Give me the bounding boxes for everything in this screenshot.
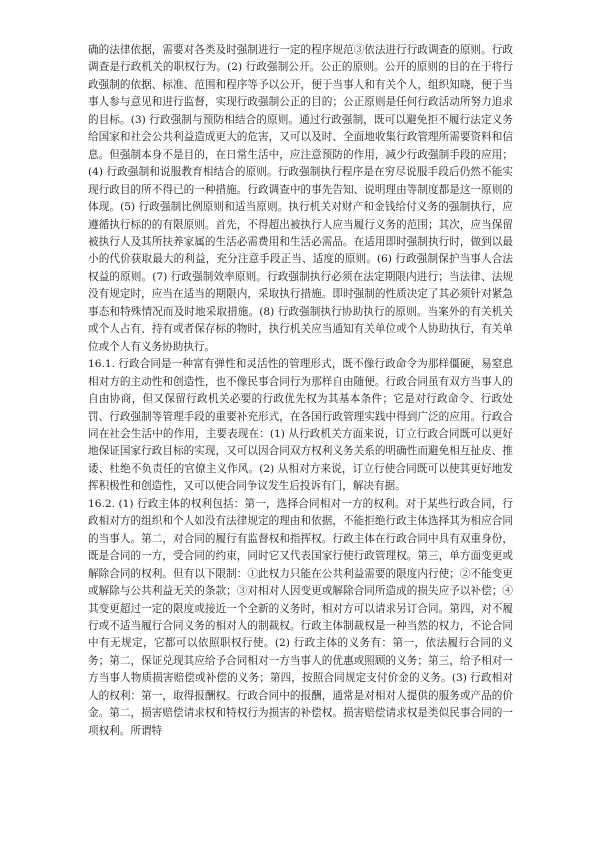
paragraph-administrative-enforcement-principles: 确的法律依据，需要对各类及时强制进行一定的程序规范③依法进行行政调查的原则。行政调查是行政机关的职权行为。(2) 行政强制公开。公正的原则。公开的原则的目的在于将行政强制的依据、标准、范围和程序等予以公开，便于当事人和有关个人，组织知晓，便于当事人参与意见和进行监督，实现行政强制公正的目的；公正原则是任何行政活动所努力追求的目标。(3) 行政强制与预防相结合的原则。通过行政强制，既可以避免拒不履行法定义务给国家和社会公共利益造成更大的危害，又可以及时、全面地收集行政管理所需要资料和信息。但强制本身不是目的，在日常生活中，应注意预防的作用，减少行政强制手段的应用；(4) 行政强制和说服教育相结合的原则。行政强制执行程序是在穷尽说服手段后仍然不能实现行政目的所不得已的一种措施。行政调查中的事先告知、说明理由等制度都是这一原则的体现。(5) 行政强制比例原则和适当原则。执行机关对财产和金钱给付义务的强制执行，应遵循执行标的的有限原则。首先，不得超出被执行人应当履行义务的范围；其次，应当保留被执行人及其所扶养家属的生活必需费用和生活必需品。在适用即时强制执行时，做到以最小的代价获取最大的利益，充分注意手段正当、适度的原则。(6) 行政强制保护当事人合法权益的原则。(7) 行政强制效率原则。行政强制执行必须在法定期限内进行；当法律、法规没有规定时，应当在适当的期限内，采取执行措施。即时强制的性质决定了其必须针对紧急事态和特殊情况而及时地采取措施。(8) 行政强制执行协助执行的原则。当案外的有关机关或个人占有、持有或者保存标的物时，执行机关应当通知有关单位或个人协助执行，有关单位或个人有义务协助执行。 [88, 44, 513, 353]
document-page [88, 42, 513, 740]
paragraph-16-2-rights-and-obligations: 16.2. (1) 行政主体的权利包括：第一，选择合同相对一方的权利。对于某些行政合同，行政相对方的组织和个人如没有法律规定的理由和依据，不能拒绝行政主体选择其为相应合同的当事人。第二，对合同的履行有监督权和指挥权。行政主体在行政合同中具有双重身份，既是合同的一方，受合同的约束，同时它又代表国家行使行政管理权。第三，单方面变更或解除合同的权利。但有以下限制：①此权力只能在公共利益需要的限度内行使；②不能变更或解除与公共利益无关的条款；③对相对人因变更或解除合同所造成的损失应予以补偿；④其变更超过一定的限度或接近一个全新的义务时，相对方可以请求另订合同。第四，对不履行或不适当履行合同义务的相对人的制裁权。行政主体制裁权是一种当然的权力，不论合同中有无规定，它都可以依照职权行使。(2) 行政主体的义务有：第一，依法履行合同的义务；第二，保证兑现其应给予合同相对一方当事人的优惠或照顾的义务；第三，给予相对一方当事人物质损害赔偿或补偿的义务；第四，按照合同规定支付价金的义务。(3) 行政相对人的权利：第一，取得报酬权。行政合同中的报酬，通常是对相对人提供的服务或产品的价金。第二，损害赔偿请求权和特权行为损害的补偿权。损害赔偿请求权是类似民事合同的一项权利。所谓特 [88, 497, 513, 737]
paragraph-16-1-administrative-contract: 16.1. 行政合同是一种富有弹性和灵活性的管理形式，既不像行政命令为那样僵硬，易窒息相对方的主动性和创造性，也不像民事合同行为那样自由随便。行政合同虽有双方当事人的自由协商，但又保留行政机关必要的行政优先权为其基本条件；它是对行政命令、行政处罚、行政强制等管理手段的重要补充形式，在各国行政管理实践中得到广泛的应用。行政合同在社会生活中的作用，主要表现在：(1) 从行政机关方面来说，订立行政合同既可以更好地保证国家行政目标的实现，又可以因合同双方权利义务关系的明确性而避免相互扯皮、推诿、杜绝不负责任的官僚主义作风。(2) 从相对方来说，订立行使合同既可以使其更好地发挥积极性和创造性，又可以使合同争议发生后投诉有门，解决有据。 [88, 358, 513, 493]
